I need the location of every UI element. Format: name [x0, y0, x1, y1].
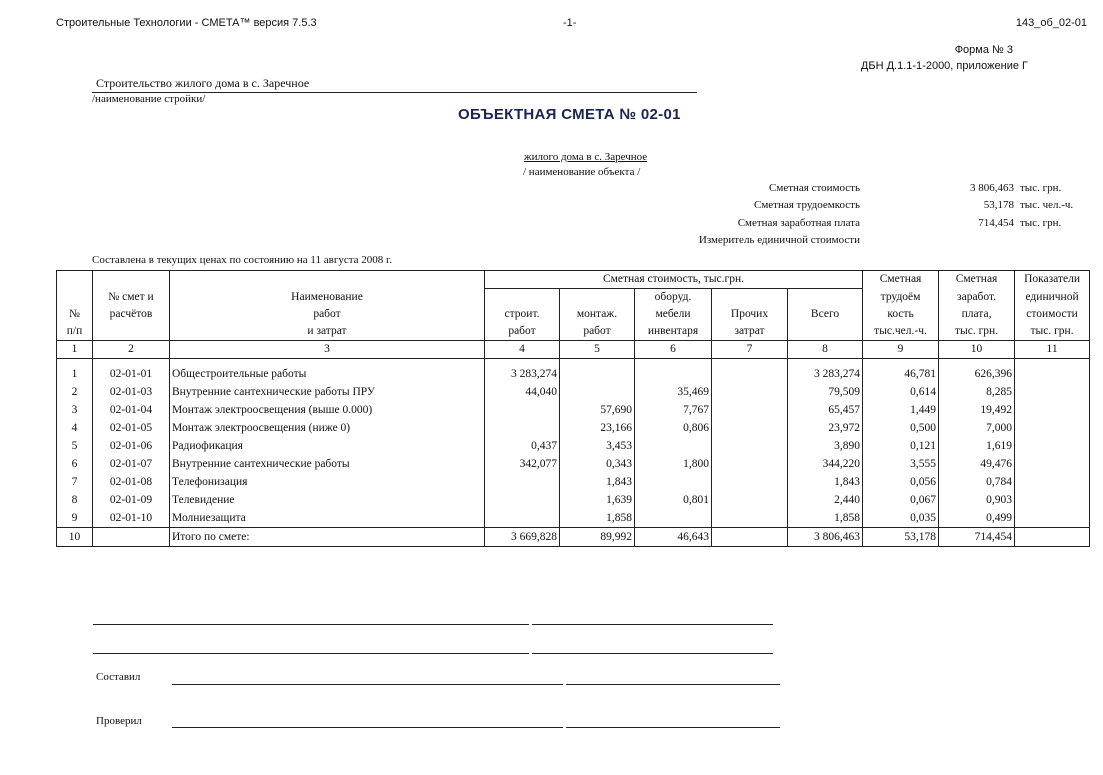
row-other — [712, 437, 788, 455]
table-header-row — [57, 271, 1090, 289]
header-labor: Сметная — [863, 271, 939, 289]
row-name: Молниезащита — [170, 509, 485, 528]
row-installation: 3,453 — [560, 437, 635, 455]
header-equipment: мебели — [635, 306, 712, 323]
row-other — [712, 359, 788, 384]
row-labor: 0,500 — [863, 419, 939, 437]
total-sum: 3 806,463 — [788, 528, 863, 547]
header-labor: кость — [863, 306, 939, 323]
column-number: 1 — [57, 341, 93, 359]
row-other — [712, 509, 788, 528]
row-number: 7 — [57, 473, 93, 491]
column-number: 11 — [1015, 341, 1090, 359]
row-name: Внутренние сантехнические работы ПРУ — [170, 383, 485, 401]
prices-note: Составлена в текущих ценах по состоянию на 11 августа 2008 г. — [92, 254, 393, 266]
row-other — [712, 419, 788, 437]
row-construction — [485, 401, 560, 419]
summary-unit: тыс. грн. — [1020, 217, 1062, 229]
total-equipment: 46,643 — [635, 528, 712, 547]
compiled-by-label: Составил — [96, 671, 141, 683]
header-salary: заработ. — [939, 289, 1015, 307]
row-estimate-code: 02-01-05 — [93, 419, 170, 437]
row-construction: 342,077 — [485, 455, 560, 473]
total-other — [712, 528, 788, 547]
row-estimate-code: 02-01-07 — [93, 455, 170, 473]
checked-by-line — [172, 727, 563, 728]
header-name — [170, 271, 485, 289]
row-unit-cost — [1015, 359, 1090, 384]
row-installation: 57,690 — [560, 401, 635, 419]
header-num — [57, 271, 93, 289]
row-unit-cost — [1015, 419, 1090, 437]
row-total: 65,457 — [788, 401, 863, 419]
header-name: работ — [170, 306, 485, 323]
header-name: Наименование — [170, 289, 485, 307]
row-salary: 8,285 — [939, 383, 1015, 401]
total-label: Итого по смете: — [170, 528, 485, 547]
table-row — [57, 473, 1090, 491]
header-cost-group: Сметная стоимость, тыс.грн. — [485, 271, 863, 289]
row-unit-cost — [1015, 383, 1090, 401]
row-equipment: 0,806 — [635, 419, 712, 437]
header-unit-cost: Показатели — [1015, 271, 1090, 289]
summary-unit: тыс. чел.-ч. — [1020, 199, 1074, 211]
row-unit-cost — [1015, 401, 1090, 419]
total-installation: 89,992 — [560, 528, 635, 547]
summary-label: Сметная стоимость — [769, 182, 860, 194]
row-labor: 46,781 — [863, 359, 939, 384]
signature-line — [532, 653, 773, 654]
row-construction — [485, 419, 560, 437]
row-construction — [485, 491, 560, 509]
row-number: 5 — [57, 437, 93, 455]
column-number: 6 — [635, 341, 712, 359]
row-estimate-code: 02-01-08 — [93, 473, 170, 491]
total-construction: 3 669,828 — [485, 528, 560, 547]
page-number: -1- — [563, 17, 577, 29]
column-number: 7 — [712, 341, 788, 359]
row-installation: 23,166 — [560, 419, 635, 437]
compiled-by-line — [172, 684, 563, 685]
row-labor: 0,614 — [863, 383, 939, 401]
row-total: 3 283,274 — [788, 359, 863, 384]
table-row — [57, 455, 1090, 473]
header-unit-cost: единичной — [1015, 289, 1090, 307]
row-number: 1 — [57, 359, 93, 384]
row-total: 344,220 — [788, 455, 863, 473]
row-installation: 1,858 — [560, 509, 635, 528]
row-salary: 0,903 — [939, 491, 1015, 509]
form-number: Форма № 3 — [954, 44, 1013, 56]
header-unit-cost: тыс. грн. — [1015, 323, 1090, 341]
table-header-row — [57, 323, 1090, 341]
table-total-row — [57, 528, 1090, 547]
row-labor: 0,121 — [863, 437, 939, 455]
row-equipment — [635, 509, 712, 528]
table-row — [57, 491, 1090, 509]
row-name: Монтаж электроосвещения (выше 0.000) — [170, 401, 485, 419]
row-total: 79,509 — [788, 383, 863, 401]
row-labor: 0,035 — [863, 509, 939, 528]
form-standard: ДБН Д.1.1-1-2000, приложение Г — [860, 60, 1028, 72]
column-number: 9 — [863, 341, 939, 359]
row-salary: 0,499 — [939, 509, 1015, 528]
column-number: 10 — [939, 341, 1015, 359]
summary-value: 3 806,463 — [970, 182, 1014, 194]
row-installation: 1,639 — [560, 491, 635, 509]
document-title: ОБЪЕКТНАЯ СМЕТА № 02-01 — [458, 106, 681, 123]
row-total: 1,843 — [788, 473, 863, 491]
signature-line — [532, 624, 773, 625]
summary-label: Измеритель единичной стоимости — [698, 234, 860, 246]
total-labor: 53,178 — [863, 528, 939, 547]
table-row — [57, 359, 1090, 384]
column-number: 2 — [93, 341, 170, 359]
row-other — [712, 401, 788, 419]
row-name: Телевидение — [170, 491, 485, 509]
row-estimate-code: 02-01-03 — [93, 383, 170, 401]
row-equipment — [635, 359, 712, 384]
summary-value: 53,178 — [983, 199, 1014, 211]
row-labor: 0,056 — [863, 473, 939, 491]
header-construction: строит. — [485, 306, 560, 323]
row-name: Телефонизация — [170, 473, 485, 491]
row-installation — [560, 359, 635, 384]
summary-label: Сметная трудоемкость — [753, 199, 860, 211]
header-salary: плата, — [939, 306, 1015, 323]
row-total: 3,890 — [788, 437, 863, 455]
object-name: жилого дома в с. Заречное — [524, 151, 648, 163]
row-other — [712, 455, 788, 473]
header-equipment: оборуд. — [635, 289, 712, 307]
row-estimate-code: 02-01-06 — [93, 437, 170, 455]
row-construction: 44,040 — [485, 383, 560, 401]
column-number: 8 — [788, 341, 863, 359]
row-labor: 1,449 — [863, 401, 939, 419]
header-num: п/п — [57, 323, 93, 341]
row-salary: 0,784 — [939, 473, 1015, 491]
header-name: и затрат — [170, 323, 485, 341]
row-other — [712, 491, 788, 509]
row-construction: 3 283,274 — [485, 359, 560, 384]
header-estimate: расчётов — [93, 306, 170, 323]
row-unit-cost — [1015, 473, 1090, 491]
row-construction — [485, 473, 560, 491]
row-number: 3 — [57, 401, 93, 419]
header-estimate — [93, 271, 170, 289]
column-numbers-row — [57, 341, 1090, 359]
program-name: Строительные Технологии - СМЕТА™ версия 7.5.3 — [56, 17, 317, 29]
row-other — [712, 383, 788, 401]
row-salary: 7,000 — [939, 419, 1015, 437]
estimate-table — [56, 270, 1090, 547]
row-number: 8 — [57, 491, 93, 509]
row-equipment: 0,801 — [635, 491, 712, 509]
row-unit-cost — [1015, 437, 1090, 455]
row-construction: 0,437 — [485, 437, 560, 455]
row-name: Внутренние сантехнические работы — [170, 455, 485, 473]
row-unit-cost — [1015, 491, 1090, 509]
row-number: 9 — [57, 509, 93, 528]
header-other: затрат — [712, 323, 788, 341]
compiled-by-line — [566, 684, 780, 685]
table-row — [57, 401, 1090, 419]
header-total: Всего — [788, 306, 863, 323]
construction-caption: /наименование стройки/ — [92, 93, 206, 105]
header-estimate: № смет и — [93, 289, 170, 307]
checked-by-line — [566, 727, 780, 728]
row-salary: 1,619 — [939, 437, 1015, 455]
header-other: Прочих — [712, 306, 788, 323]
table-row — [57, 419, 1090, 437]
row-name: Радиофикация — [170, 437, 485, 455]
document-code: 143_об_02-01 — [1015, 17, 1087, 29]
header-installation: монтаж. — [560, 306, 635, 323]
object-caption: / наименование объекта / — [523, 166, 641, 178]
total-estimate-code — [93, 528, 170, 547]
header-num: № — [57, 306, 93, 323]
row-equipment: 7,767 — [635, 401, 712, 419]
row-number: 6 — [57, 455, 93, 473]
row-name: Монтаж электроосвещения (ниже 0) — [170, 419, 485, 437]
row-estimate-code: 02-01-01 — [93, 359, 170, 384]
signature-line — [93, 653, 529, 654]
row-number: 4 — [57, 419, 93, 437]
total-salary: 714,454 — [939, 528, 1015, 547]
row-name: Общестроительные работы — [170, 359, 485, 384]
column-number: 3 — [170, 341, 485, 359]
row-number: 2 — [57, 383, 93, 401]
row-other — [712, 473, 788, 491]
row-equipment: 1,800 — [635, 455, 712, 473]
header-unit-cost: стоимости — [1015, 306, 1090, 323]
header-salary: Сметная — [939, 271, 1015, 289]
table-row — [57, 437, 1090, 455]
row-construction — [485, 509, 560, 528]
row-salary: 19,492 — [939, 401, 1015, 419]
table-row — [57, 509, 1090, 528]
table-row — [57, 383, 1090, 401]
row-equipment — [635, 437, 712, 455]
row-estimate-code: 02-01-10 — [93, 509, 170, 528]
row-labor: 3,555 — [863, 455, 939, 473]
row-equipment: 35,469 — [635, 383, 712, 401]
row-unit-cost — [1015, 455, 1090, 473]
row-estimate-code: 02-01-04 — [93, 401, 170, 419]
header-labor: трудоём — [863, 289, 939, 307]
header-installation: работ — [560, 323, 635, 341]
row-total: 23,972 — [788, 419, 863, 437]
row-installation: 1,843 — [560, 473, 635, 491]
header-labor: тыс.чел.-ч. — [863, 323, 939, 341]
row-total: 1,858 — [788, 509, 863, 528]
table-header-row — [57, 289, 1090, 307]
header-construction: работ — [485, 323, 560, 341]
total-unit-cost — [1015, 528, 1090, 547]
row-installation: 0,343 — [560, 455, 635, 473]
table-header-row — [57, 306, 1090, 323]
row-salary: 626,396 — [939, 359, 1015, 384]
construction-name: Строительство жилого дома в с. Заречное — [96, 76, 310, 90]
row-total: 2,440 — [788, 491, 863, 509]
column-number: 4 — [485, 341, 560, 359]
summary-label: Сметная заработная плата — [737, 217, 860, 229]
column-number: 5 — [560, 341, 635, 359]
row-installation — [560, 383, 635, 401]
row-salary: 49,476 — [939, 455, 1015, 473]
total-number: 10 — [57, 528, 93, 547]
row-estimate-code: 02-01-09 — [93, 491, 170, 509]
summary-value: 714,454 — [978, 217, 1014, 229]
header-equipment: инвентаря — [635, 323, 712, 341]
row-equipment — [635, 473, 712, 491]
header-salary: тыс. грн. — [939, 323, 1015, 341]
row-unit-cost — [1015, 509, 1090, 528]
summary-unit: тыс. грн. — [1020, 182, 1062, 194]
signature-line — [93, 624, 529, 625]
row-labor: 0,067 — [863, 491, 939, 509]
checked-by-label: Проверил — [96, 715, 142, 727]
